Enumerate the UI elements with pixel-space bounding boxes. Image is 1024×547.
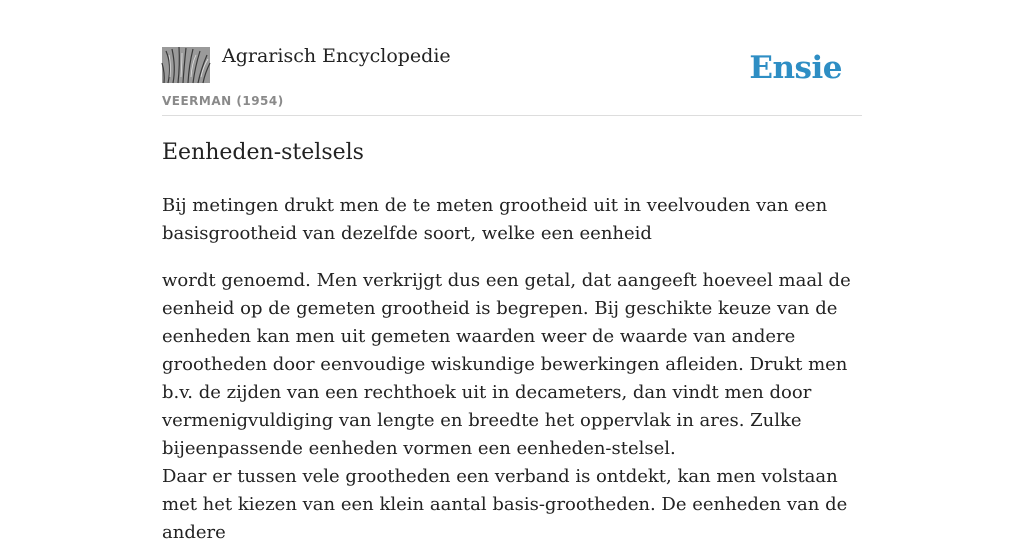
source-meta: VEERMAN (1954)	[162, 94, 284, 108]
wheat-engraving-logo-icon[interactable]	[162, 47, 210, 83]
article-paragraph: Bij metingen drukt men de te meten grootheid uit in veelvouden van een basisgrootheid van dezelfde soort, welke een eenheid	[162, 195, 828, 244]
article-title: Eenheden-stelsels	[162, 140, 364, 165]
source-title[interactable]: Agrarisch Encyclopedie	[222, 45, 451, 67]
article-paragraph: Daar er tussen vele grootheden een verband is ontdekt, kan men volstaan met het kiezen van een klein aantal basis-grootheden. De eenheden van de andere	[162, 466, 848, 543]
ensie-logo[interactable]: Ensie	[749, 50, 842, 86]
content-container	[162, 0, 862, 543]
source-header	[162, 0, 862, 116]
article-paragraph: wordt genoemd. Men verkrijgt dus een getal, dat aangeeft hoeveel maal de eenheid op de gemeten grootheid is begrepen. Bij geschikte keuze van de eenheden kan men uit gemeten waarden weer de waarde van andere grootheden door eenvoudige wiskundige bewerkingen afleiden. Drukt men b.v. de zijden van een rechthoek uit in decameters, dan vindt men door vermenigvuldiging van lengte en breedte het oppervlak in ares. Zulke bijeenpassende eenheden vormen een eenheden-stelsel.	[162, 270, 851, 459]
